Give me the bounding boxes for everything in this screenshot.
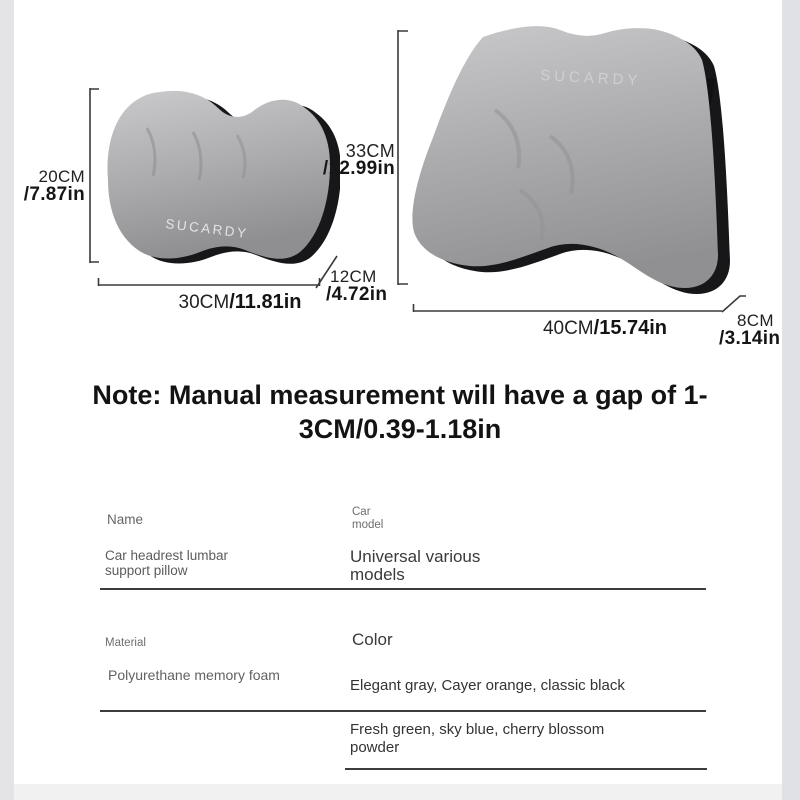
spec-color-value-2: Fresh green, sky blue, cherry blossom powder bbox=[350, 721, 605, 756]
spec-separator-1 bbox=[100, 588, 706, 590]
headrest-width-cm: 30CM bbox=[178, 292, 230, 313]
lumbar-height-in: /12.99in bbox=[322, 158, 395, 179]
lumbar-width-label bbox=[510, 317, 700, 340]
spec-name-value: Car headrest lumbar support pillow bbox=[105, 548, 229, 578]
headrest-depth-cm: 12CM bbox=[330, 267, 377, 286]
measurement-note bbox=[40, 378, 760, 446]
spec-material-label: Material bbox=[105, 637, 146, 649]
lumbar-width-in: /15.74in bbox=[593, 317, 668, 339]
lumbar-height-line bbox=[398, 30, 408, 285]
lumbar-depth-line bbox=[722, 296, 746, 312]
spec-color-value-1: Elegant gray, Cayer orange, classic black bbox=[350, 677, 625, 694]
spec-car-model-label: Car model bbox=[352, 506, 384, 531]
headrest-height-line bbox=[90, 88, 99, 263]
lumbar-width-cm: 40CM bbox=[542, 318, 594, 339]
spec-color-label: Color bbox=[352, 630, 393, 649]
headrest-brand-label: SUCARDY bbox=[164, 216, 250, 242]
lumbar-brand-label: SUCARDY bbox=[539, 67, 642, 90]
lumbar-height-cm: 33CM bbox=[345, 141, 395, 161]
lumbar-depth-in: /3.14in bbox=[719, 328, 781, 349]
headrest-width-line bbox=[98, 278, 320, 286]
headrest-depth-in: /4.72in bbox=[326, 284, 388, 305]
spec-name-label: Name bbox=[107, 512, 144, 527]
lumbar-width-line bbox=[413, 304, 722, 312]
headrest-width-label bbox=[150, 291, 330, 314]
headrest-width-in: /11.81in bbox=[229, 291, 302, 313]
lumbar-depth-cm: 8CM bbox=[737, 311, 774, 330]
spec-separator-3 bbox=[345, 768, 707, 770]
spec-separator-2 bbox=[100, 710, 706, 712]
measurement-note-line1: Note: Manual measurement will have a gap of 1- bbox=[92, 380, 708, 410]
headrest-height-cm: 20CM bbox=[38, 167, 85, 186]
measurement-note-line2: 3CM/0.39-1.18in bbox=[298, 414, 502, 444]
spec-car-model-value: Universal various models bbox=[350, 547, 481, 584]
spec-material-value: Polyurethane memory foam bbox=[108, 667, 280, 683]
headrest-height-in: /7.87in bbox=[23, 184, 85, 205]
